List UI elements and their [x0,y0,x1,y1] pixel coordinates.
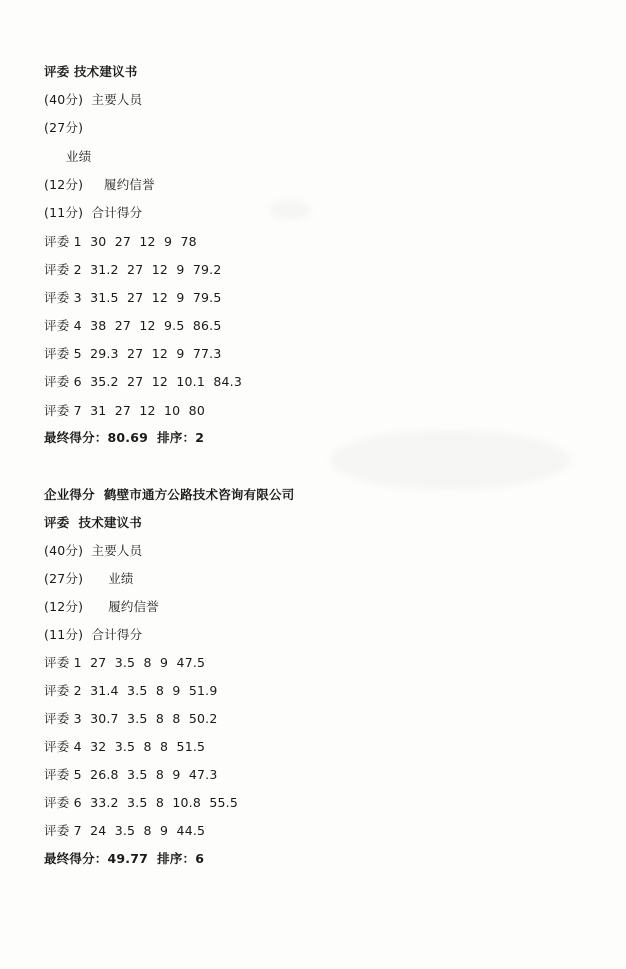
s1-judge-row: 评委 4 38 27 12 9.5 86.5 [44,318,222,333]
scan-smudge [270,200,310,220]
s2-final-score: 最终得分：49.77 排序：6 [44,851,205,866]
scan-smudge [330,430,570,490]
s1-criteria-line: (11分) 合计得分 [44,205,143,220]
s1-judge-row: 评委 1 30 27 12 9 78 [44,234,197,249]
s1-header-line: 评委 技术建议书 [44,64,138,79]
s2-criteria-line: (40分) 主要人员 [44,543,143,558]
s2-judge-row: 评委 7 24 3.5 8 9 44.5 [44,823,206,838]
s2-judge-row: 评委 5 26.8 3.5 8 9 47.3 [44,767,218,782]
s2-header-line: 评委 技术建议书 [44,515,143,530]
s2-judge-row: 评委 2 31.4 3.5 8 9 51.9 [44,683,218,698]
s1-judge-row: 评委 3 31.5 27 12 9 79.5 [44,290,222,305]
s1-criteria-line: (40分) 主要人员 [44,92,143,107]
s1-criteria-line: 业绩 [66,149,92,164]
s2-criteria-line: (27分) 业绩 [44,571,134,586]
s1-criteria-line: (12分) 履约信誉 [44,177,155,192]
s1-judge-row: 评委 2 31.2 27 12 9 79.2 [44,262,222,277]
s2-company-line: 企业得分 鹤壁市通方公路技术咨询有限公司 [44,487,295,502]
s1-criteria-line: (27分) [44,120,84,135]
s1-judge-row: 评委 6 35.2 27 12 10.1 84.3 [44,374,242,389]
s2-judge-row: 评委 3 30.7 3.5 8 8 50.2 [44,711,218,726]
s2-criteria-line: (11分) 合计得分 [44,627,143,642]
s2-judge-row: 评委 6 33.2 3.5 8 10.8 55.5 [44,795,238,810]
s2-criteria-line: (12分) 履约信誉 [44,599,159,614]
s1-judge-row: 评委 5 29.3 27 12 9 77.3 [44,346,222,361]
s1-final-score: 最终得分：80.69 排序：2 [44,430,205,445]
s2-judge-row: 评委 1 27 3.5 8 9 47.5 [44,655,206,670]
s2-judge-row: 评委 4 32 3.5 8 8 51.5 [44,739,206,754]
s1-judge-row: 评委 7 31 27 12 10 80 [44,403,205,418]
